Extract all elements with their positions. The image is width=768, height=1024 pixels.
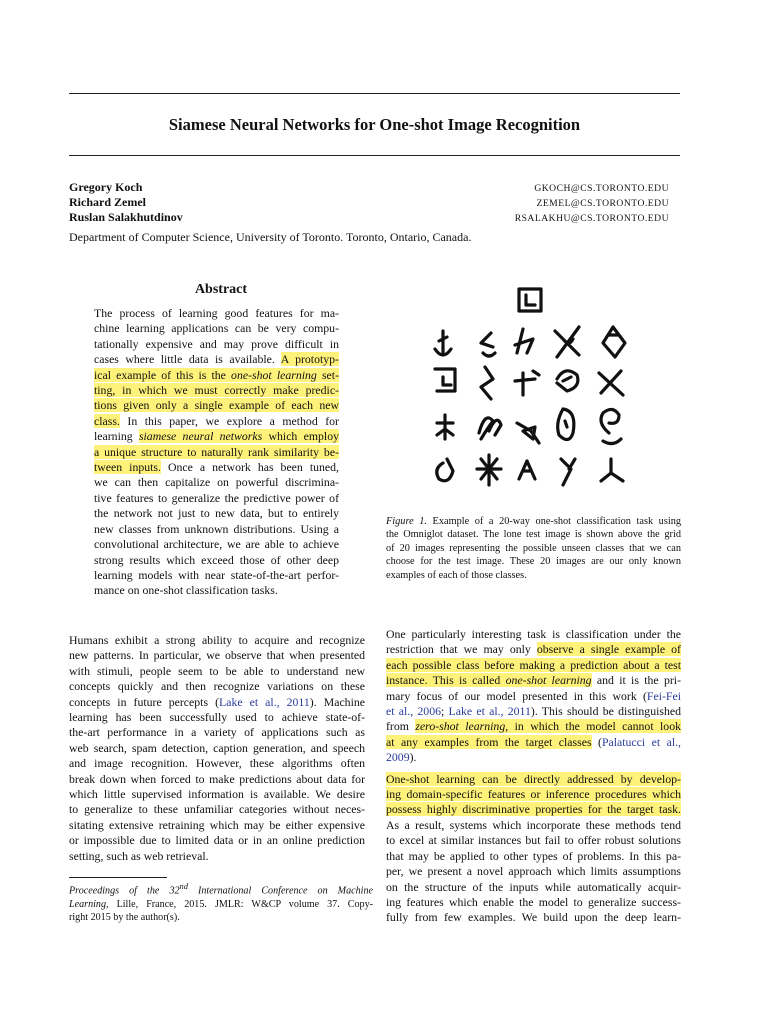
text-line: chine learning applications can be very compu- [94, 321, 339, 336]
text-line: concepts in future percepts (Lake et al., 2011). Machine [69, 694, 365, 709]
text-line [94, 445, 339, 460]
paper-title: Siamese Neural Networks for One-shot Image Recognition [168, 115, 581, 134]
highlight: tions given only a single example of each new [94, 398, 339, 413]
text-line: break down when forced to make predictions about data for [69, 771, 365, 786]
text-line: fully from few examples. We build upon the deep learn- [386, 910, 681, 925]
text-line: the Omniglot dataset. The lone test image is shown above the grid [386, 529, 681, 541]
citation-link[interactable]: Palatucci et al., [601, 734, 681, 749]
highlight: class. [94, 413, 120, 428]
text-line: Proceedings of the 32nd International Conference on Machine [69, 882, 373, 897]
author-name: Richard Zemel [69, 195, 146, 209]
citation-link[interactable]: Lake et al., 2011 [448, 704, 531, 719]
character-glyph [561, 459, 575, 485]
highlight: zero-shot learning, in which the model cannot look [415, 719, 682, 734]
highlight: tween inputs. [94, 460, 161, 475]
text-line: new classes from unknown distributions. Using a [94, 521, 339, 536]
highlight: A prototyp- [280, 352, 339, 367]
test-character-glyph [519, 289, 541, 311]
paragraph [386, 772, 681, 926]
text-line: with stimuli, people seem to be able to understand new [69, 663, 365, 678]
text-line: the-art performance in a variety of applications such as [69, 725, 365, 740]
character-glyph [517, 423, 539, 443]
text-line: tween inputs. Once a network has been tuned, [94, 460, 339, 475]
character-glyph [477, 455, 501, 485]
text-line: web search, spam detection, caption generation, and speech [69, 740, 365, 755]
footnote [69, 880, 373, 925]
text-line: Learning, Lille, France, 2015. JMLR: W&CP volume 37. Copy- [69, 898, 373, 910]
text-line [386, 787, 681, 802]
highlight: One-shot learning can be directly addressed by develop- [386, 771, 681, 786]
highlight: a unique structure to naturally rank similarity be- [94, 444, 339, 459]
highlight: ing domain-specific features or inference procedures which [386, 787, 681, 802]
text-line: choose for the test image. These 20 images are our only known [386, 556, 681, 568]
text-line: learning siamese neural networks which employ [94, 429, 339, 444]
character-glyph [481, 333, 495, 356]
omniglot-figure [423, 283, 643, 503]
text-line [94, 398, 339, 413]
citation-link[interactable]: 2009 [386, 750, 410, 765]
abstract-heading: Abstract [194, 282, 248, 297]
character-glyph [515, 371, 539, 395]
text-line: cases where little data is available. A prototyp- [94, 352, 339, 367]
highlight: siamese neural networks which employ [138, 429, 339, 444]
text-line: right 2015 by the author(s). [69, 912, 180, 924]
character-glyph [481, 367, 493, 399]
figure-caption [386, 515, 681, 582]
text-line: restriction that we may only observe a single example of [386, 642, 681, 657]
author-email: RSALAKHU@CS.TORONTO.EDU [514, 213, 669, 224]
text-line: As a result, systems which incorporate these methods tend [386, 817, 681, 832]
text-line: to excel at similar instances but fail to offer robust solutions [386, 833, 681, 848]
text-line: strong results which exceed those of other deep [94, 552, 339, 567]
text-line: sitating extensive retraining which may be either expensive [69, 817, 365, 832]
top-rule [69, 93, 680, 94]
highlight: possess highly discriminative properties for the target task. [386, 802, 681, 817]
text-line: learning has been successfully used to achieve state-of- [69, 710, 365, 725]
character-glyph [555, 327, 579, 357]
character-glyph [601, 459, 623, 481]
figure-label: Figure 1. [386, 516, 427, 527]
character-glyph [435, 369, 455, 391]
highlight: each possible class before making a prediction about a test [386, 657, 681, 672]
text-line: Figure 1. Example of a 20-way one-shot classification task using [386, 516, 681, 527]
text-line: One particularly interesting task is classification under the [386, 627, 681, 641]
text-line: we can then capitalize on powerful discrimina- [94, 475, 339, 490]
character-glyph [603, 327, 625, 357]
text-line: mance on one-shot classification tasks. [94, 583, 278, 598]
text-line: class. In this paper, we explore a method for [94, 413, 339, 428]
text-line: instance. This is called one-shot learning and it is the pri- [386, 673, 681, 688]
text-line: The process of learning good features for ma- [94, 306, 339, 320]
text-line: Humans exhibit a strong ability to acquire and recognize [69, 633, 365, 647]
text-line: and image recognition. However, these algorithms often [69, 756, 365, 771]
character-glyph [519, 461, 535, 479]
citation-link[interactable]: Fei-Fei [646, 688, 681, 703]
character-glyph [479, 418, 501, 439]
text-line [386, 802, 681, 817]
text-line: that may be applied to other types of problems. In this pa- [386, 848, 681, 863]
text-line: on the structure of the inputs while automatically acquir- [386, 879, 681, 894]
text-line: concepts quickly and then recognize variations on these [69, 679, 365, 694]
text-line [94, 368, 339, 383]
text-line: examples of each of those classes. [386, 569, 527, 581]
character-glyph [558, 409, 574, 440]
text-line [386, 772, 681, 787]
highlight: at any examples from the target classes [386, 734, 592, 749]
highlight: ting, in which we must correctly make predic- [94, 383, 339, 398]
text-line: from zero-shot learning, in which the model cannot look [386, 719, 682, 734]
character-glyph [437, 459, 453, 481]
character-glyph [437, 415, 453, 439]
highlight: instance. This is called one-shot learning [386, 673, 592, 688]
text-line: or impossible due to limited data or in an online prediction [69, 833, 365, 848]
affiliation: Department of Computer Science, University of Toronto. Toronto, Ontario, Canada. [69, 230, 472, 244]
text-line: setting, such as web retrieval. [69, 848, 209, 863]
character-glyph [599, 371, 623, 395]
title-bottom-rule [69, 155, 680, 156]
text-line [94, 383, 339, 398]
citation-link[interactable]: et al., 2006 [386, 704, 441, 719]
author-name: Gregory Koch [69, 180, 143, 194]
text-line: learning models with near state-of-the-art perfor- [94, 567, 339, 582]
highlight: ical example of this is the one-shot learning set- [94, 367, 339, 382]
text-line: to generalize to these unfamiliar categories without neces- [69, 802, 365, 817]
text-line: tationally expensive and may prove difficult in [94, 336, 339, 351]
character-glyph [557, 371, 578, 391]
text-line: at any examples from the target classes (Palatucci et al., [386, 734, 681, 749]
intro-left-column [69, 633, 365, 864]
text-line: mary focus of our model presented in this work (Fei-Fei [386, 688, 681, 703]
intro-right-column [386, 627, 681, 926]
character-glyph [515, 329, 533, 353]
character-glyph [601, 409, 621, 443]
text-line: ing features which enable the model to generalize success- [386, 894, 681, 909]
text-line [386, 658, 681, 673]
text-line: et al., 2006; Lake et al., 2011). This should be distinguished [386, 704, 681, 719]
character-glyph [435, 331, 451, 355]
footnote-rule [69, 877, 167, 878]
highlight: observe a single example of [536, 642, 681, 657]
abstract-body [94, 306, 339, 599]
paragraph [386, 627, 681, 766]
text-line: new patterns. In particular, we observe that when presented [69, 648, 365, 663]
text-line: tive features to generalize the predictive power of [94, 490, 339, 505]
author-email: ZEMEL@CS.TORONTO.EDU [536, 198, 669, 209]
text-line: per, we present a novel approach which limits assumptions [386, 864, 681, 879]
text-line: convolutional architecture, we are able to achieve [94, 537, 339, 552]
text-line: the network not just to new data, but to entirely [94, 506, 339, 521]
text-line: which little supervised information is available. We desire [69, 787, 365, 802]
citation-link[interactable]: Lake et al., 2011 [219, 694, 310, 709]
text-line: 2009). [386, 750, 417, 765]
author-email: GKOCH@CS.TORONTO.EDU [534, 183, 669, 194]
text-line: of 20 images representing the possible unseen classes that we can [386, 542, 681, 554]
author-name: Ruslan Salakhutdinov [69, 210, 183, 224]
